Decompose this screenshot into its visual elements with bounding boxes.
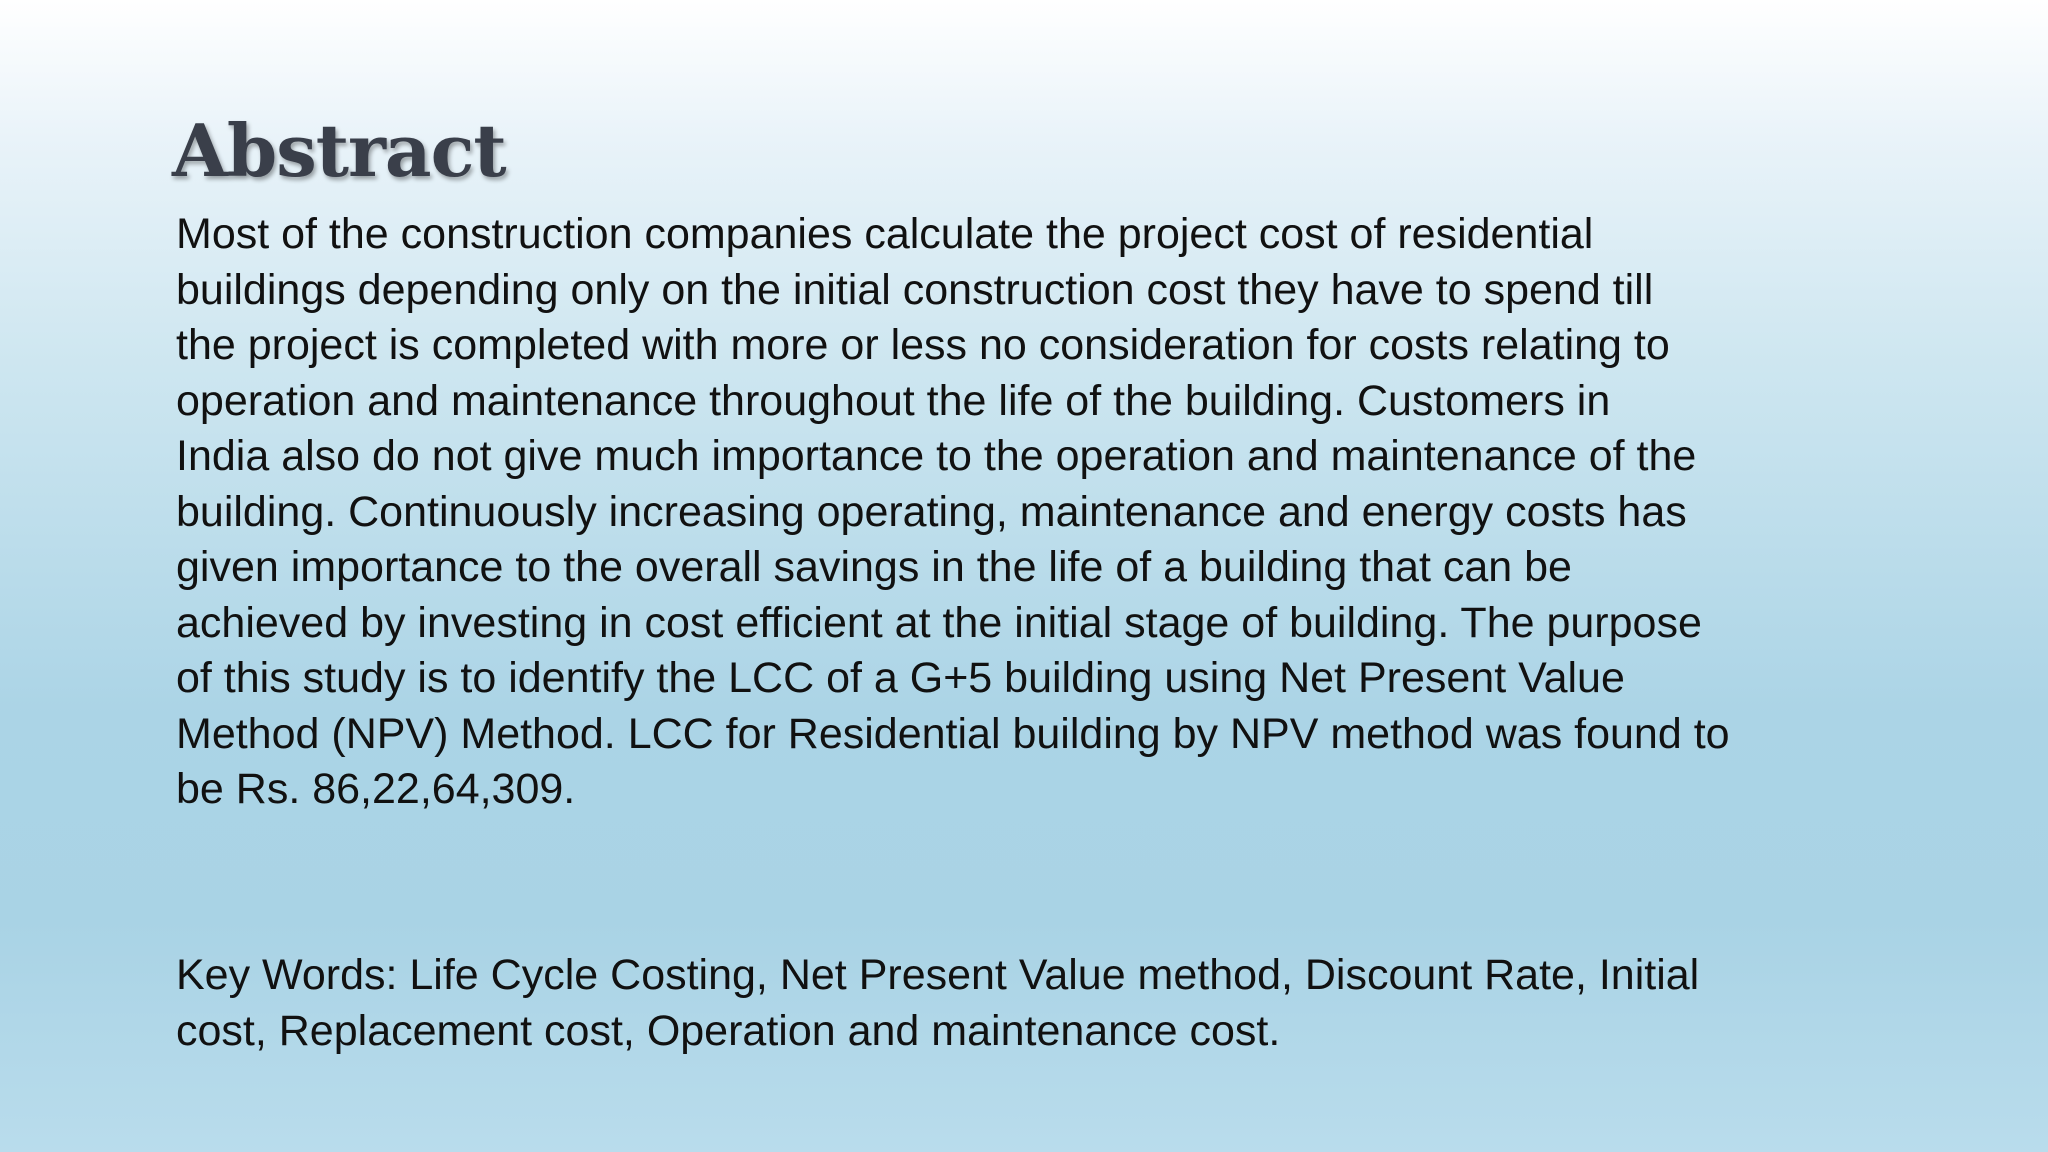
abstract-body [176, 207, 1876, 818]
slide-title: Abstract [172, 108, 506, 193]
keywords-line: Key Words: Life Cycle Costing, Net Present Value method, Discount Rate, Initial [176, 951, 1700, 999]
keywords-line: cost, Replacement cost, Operation and maintenance cost. [176, 1006, 1281, 1055]
keywords-paragraph [176, 948, 1876, 1059]
abstract-line: given importance to the overall savings in the life of a building that can be [176, 543, 1572, 591]
abstract-line: the project is completed with more or less no consideration for costs relating to [176, 321, 1670, 369]
abstract-line: achieved by investing in cost efficient at the initial stage of building. The purpose [176, 598, 1702, 647]
abstract-line: Most of the construction companies calculate the project cost of residential [176, 210, 1594, 258]
abstract-line: be Rs. 86,22,64,309. [176, 765, 576, 813]
abstract-line: operation and maintenance throughout the life of the building. Customers in [176, 376, 1611, 425]
abstract-line: buildings depending only on the initial construction cost they have to spend till [176, 265, 1654, 314]
abstract-line: of this study is to identify the LCC of a G+5 building using Net Present Value [176, 654, 1625, 702]
abstract-line: India also do not give much importance to the operation and maintenance of the [176, 432, 1697, 480]
abstract-line: Method (NPV) Method. LCC for Residential building by NPV method was found to [176, 709, 1730, 758]
abstract-line: building. Continuously increasing operating, maintenance and energy costs has [176, 487, 1687, 536]
